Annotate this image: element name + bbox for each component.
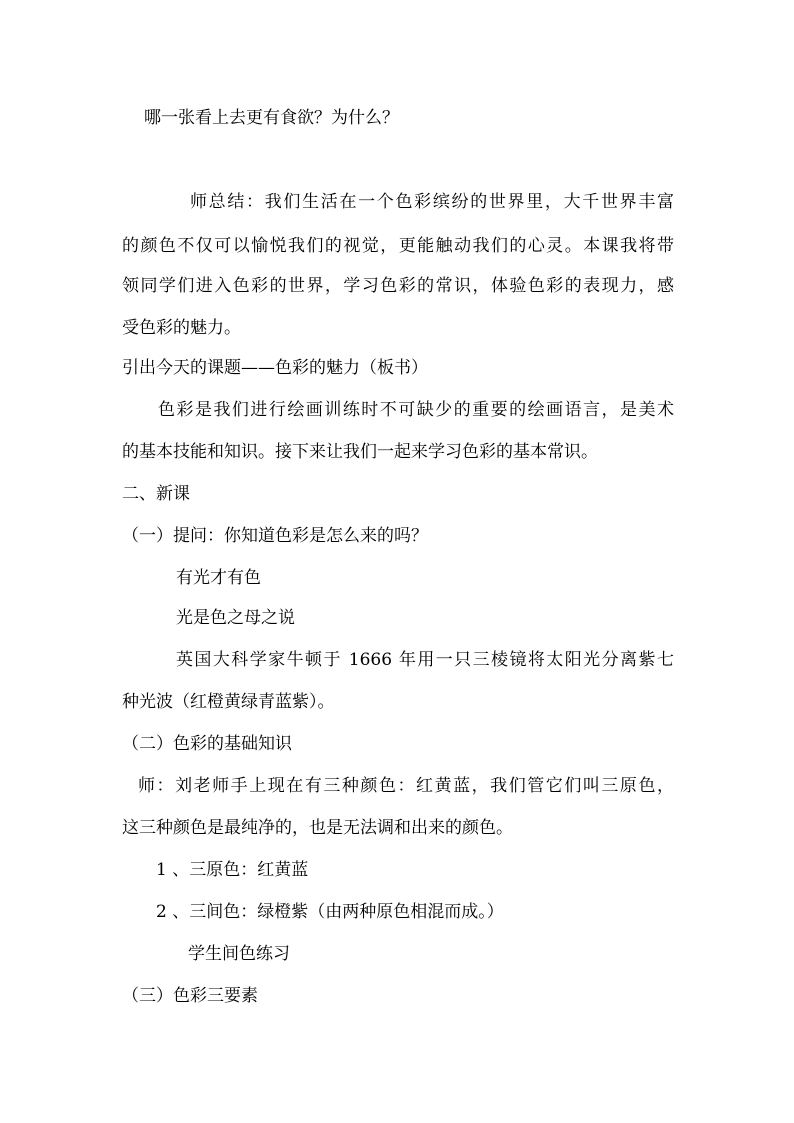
- list-item-secondary-colors: 2 、三间色：绿橙紫（由两种原色相混而成。）: [156, 902, 504, 922]
- summary-line-2: 的颜色不仅可以愉悦我们的视觉，更能触动我们的心灵。本课我将带: [122, 236, 674, 256]
- summary-line-3: 领同学们进入色彩的世界，学习色彩的常识，体验色彩的表现力，感: [122, 276, 674, 296]
- intro-line-2: 的基本技能和知识。接下来让我们一起来学习色彩的基本常识。: [122, 442, 598, 462]
- part1-heading: （一）提问：你知道色彩是怎么来的吗？: [122, 526, 428, 546]
- practice-line: 学生间色练习: [188, 944, 290, 964]
- list-item-primary-colors: 1 、三原色：红黄蓝: [156, 860, 309, 880]
- summary-line-1: 师总结：我们生活在一个色彩缤纷的世界里，大千世界丰富: [190, 192, 674, 212]
- intro-line-1: 色彩是我们进行绘画训练时不可缺少的重要的绘画语言，是美术: [158, 400, 674, 420]
- lesson-topic: 引出今天的课题——色彩的魅力（板书）: [122, 358, 428, 378]
- part3-heading: （三）色彩三要素: [122, 986, 258, 1006]
- part1-point-1: 有光才有色: [176, 568, 261, 588]
- summary-line-4: 受色彩的魅力。: [122, 318, 241, 338]
- teacher-line-2: 这三种颜色是最纯净的，也是无法调和出来的颜色。: [122, 818, 513, 838]
- part1-point-2: 光是色之母之说: [176, 608, 295, 628]
- teacher-line-1: 师：刘老师手上现在有三种颜色：红黄蓝，我们管它们叫三原色，: [138, 776, 674, 796]
- section-heading-new-lesson: 二、新课: [122, 484, 190, 504]
- question-line: 哪一张看上去更有食欲？为什么？: [144, 108, 399, 128]
- newton-line-1: 英国大科学家牛顿于 1666 年用一只三棱镜将太阳光分离紫七: [176, 650, 674, 670]
- newton-line-2: 种光波（红橙黄绿青蓝紫）。: [122, 692, 335, 712]
- part2-heading: （二）色彩的基础知识: [122, 734, 292, 754]
